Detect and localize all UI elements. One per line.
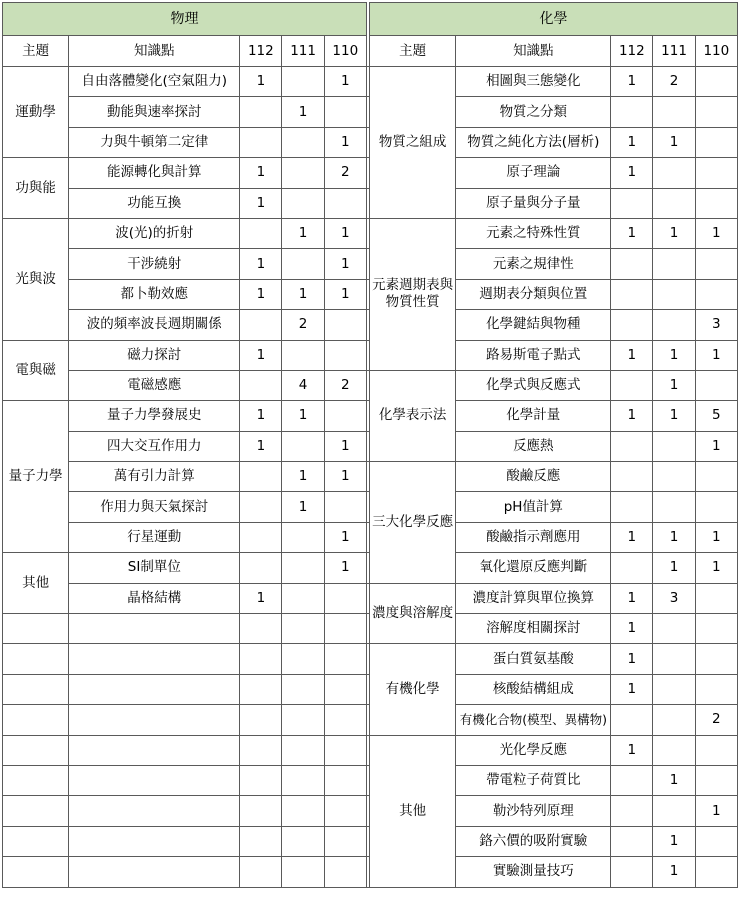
physics-count-110 (324, 492, 366, 522)
physics-knowledge-cell: 干涉繞射 (69, 249, 240, 279)
column-gap (366, 765, 369, 795)
physics-topic-cell-empty (3, 796, 69, 826)
physics-count-empty-112 (240, 857, 282, 887)
chemistry-count-112: 1 (611, 340, 653, 370)
chemistry-knowledge-cell: 元素之特殊性質 (456, 218, 611, 248)
chemistry-knowledge-cell: 溶解度相關探討 (456, 614, 611, 644)
chemistry-knowledge-cell: 氧化還原反應判斷 (456, 553, 611, 583)
chemistry-knowledge-cell: 化學計量 (456, 401, 611, 431)
chemistry-knowledge-cell: 光化學反應 (456, 735, 611, 765)
physics-count-empty-112 (240, 765, 282, 795)
physics-count-empty-111 (282, 765, 324, 795)
chemistry-knowledge-cell: 蛋白質氨基酸 (456, 644, 611, 674)
physics-count-empty-110 (324, 674, 366, 704)
chemistry-count-111 (653, 158, 695, 188)
chemistry-count-111 (653, 705, 695, 735)
chemistry-knowledge-cell: 相圖與三態變化 (456, 67, 611, 97)
chemistry-count-111: 1 (653, 522, 695, 552)
column-gap (366, 188, 369, 218)
chemistry-count-112 (611, 310, 653, 340)
physics-count-111: 1 (282, 97, 324, 127)
physics-count-empty-110 (324, 644, 366, 674)
column-gap (366, 614, 369, 644)
chemistry-count-110 (695, 249, 737, 279)
physics-count-111 (282, 583, 324, 613)
chemistry-topic-cell: 濃度與溶解度 (369, 583, 455, 644)
chemistry-count-111: 1 (653, 765, 695, 795)
physics-count-112 (240, 218, 282, 248)
physics-knowledge-cell: 力與牛頓第二定律 (69, 127, 240, 157)
chemistry-topic-cell: 有機化學 (369, 644, 455, 735)
table-row (3, 462, 738, 492)
column-gap (366, 310, 369, 340)
physics-knowledge-cell: 晶格結構 (69, 583, 240, 613)
chemistry-count-112 (611, 705, 653, 735)
chemistry-topic-header: 主題 (369, 36, 455, 67)
physics-count-112 (240, 462, 282, 492)
chemistry-count-111 (653, 310, 695, 340)
chemistry-count-112 (611, 97, 653, 127)
physics-knowledge-cell: SI制單位 (69, 553, 240, 583)
chemistry-count-112 (611, 796, 653, 826)
physics-count-empty-112 (240, 614, 282, 644)
table-body (3, 67, 738, 888)
physics-count-empty-111 (282, 705, 324, 735)
chemistry-knowledge-header: 知識點 (456, 36, 611, 67)
physics-count-empty-110 (324, 796, 366, 826)
chemistry-count-111: 1 (653, 553, 695, 583)
physics-count-empty-111 (282, 614, 324, 644)
physics-count-empty-111 (282, 674, 324, 704)
chemistry-count-111 (653, 431, 695, 461)
physics-knowledge-cell: 量子力學發展史 (69, 401, 240, 431)
table-row (3, 370, 738, 400)
physics-count-empty-112 (240, 735, 282, 765)
physics-count-111 (282, 431, 324, 461)
physics-count-111 (282, 522, 324, 552)
physics-knowledge-cell: 都卜勒效應 (69, 279, 240, 309)
physics-knowledge-cell: 自由落體變化(空氣阻力) (69, 67, 240, 97)
physics-topic-cell: 電與磁 (3, 340, 69, 401)
physics-count-110: 1 (324, 218, 366, 248)
column-gap (366, 279, 369, 309)
physics-topic-cell: 量子力學 (3, 401, 69, 553)
physics-count-111: 1 (282, 492, 324, 522)
chemistry-count-112: 1 (611, 644, 653, 674)
physics-knowledge-cell: 四大交互作用力 (69, 431, 240, 461)
chemistry-topic-cell: 三大化學反應 (369, 462, 455, 584)
chemistry-count-110 (695, 857, 737, 887)
chemistry-count-110 (695, 462, 737, 492)
physics-topic-cell-empty (3, 765, 69, 795)
table-row (3, 644, 738, 674)
chemistry-110-header: 110 (695, 36, 737, 67)
physics-count-111: 1 (282, 218, 324, 248)
chemistry-count-111 (653, 644, 695, 674)
physics-count-empty-110 (324, 765, 366, 795)
column-gap (366, 705, 369, 735)
physics-topic-cell-empty (3, 735, 69, 765)
column-gap (366, 127, 369, 157)
chemistry-111-header: 111 (653, 36, 695, 67)
physics-count-111 (282, 127, 324, 157)
chemistry-count-111 (653, 735, 695, 765)
physics-count-112: 1 (240, 249, 282, 279)
physics-knowledge-cell: 功能互換 (69, 188, 240, 218)
physics-count-empty-110 (324, 735, 366, 765)
chemistry-count-110: 1 (695, 553, 737, 583)
physics-count-empty-112 (240, 705, 282, 735)
chemistry-section-header: 化學 (369, 3, 737, 36)
chemistry-count-110: 5 (695, 401, 737, 431)
physics-count-112: 1 (240, 188, 282, 218)
chemistry-count-111 (653, 462, 695, 492)
physics-topic-cell-empty (3, 705, 69, 735)
chemistry-count-110 (695, 370, 737, 400)
table-row (3, 67, 738, 97)
chemistry-count-111: 1 (653, 127, 695, 157)
physics-count-112 (240, 310, 282, 340)
physics-topic-cell-empty (3, 674, 69, 704)
physics-knowledge-cell: 動能與速率探討 (69, 97, 240, 127)
chemistry-count-112: 1 (611, 674, 653, 704)
chemistry-count-110 (695, 644, 737, 674)
chemistry-knowledge-cell: 原子量與分子量 (456, 188, 611, 218)
table-row (3, 735, 738, 765)
physics-topic-header: 主題 (3, 36, 69, 67)
physics-count-110 (324, 188, 366, 218)
chemistry-count-110 (695, 188, 737, 218)
physics-count-empty-111 (282, 826, 324, 856)
physics-count-111: 4 (282, 370, 324, 400)
chemistry-count-111 (653, 796, 695, 826)
chemistry-count-110 (695, 614, 737, 644)
physics-count-110: 1 (324, 249, 366, 279)
column-gap (366, 522, 369, 552)
chemistry-count-110 (695, 97, 737, 127)
chemistry-count-111 (653, 249, 695, 279)
chemistry-knowledge-cell: 反應熱 (456, 431, 611, 461)
physics-count-112: 1 (240, 340, 282, 370)
physics-knowledge-cell: 波(光)的折射 (69, 218, 240, 248)
physics-count-110: 2 (324, 370, 366, 400)
physics-count-112: 1 (240, 158, 282, 188)
chemistry-count-112 (611, 188, 653, 218)
chemistry-count-111: 2 (653, 67, 695, 97)
chemistry-count-112: 1 (611, 67, 653, 97)
chemistry-count-110: 1 (695, 796, 737, 826)
physics-count-112 (240, 127, 282, 157)
physics-112-header: 112 (240, 36, 282, 67)
chemistry-knowledge-cell: 化學式與反應式 (456, 370, 611, 400)
chemistry-count-112 (611, 492, 653, 522)
physics-count-112 (240, 370, 282, 400)
physics-count-110: 1 (324, 67, 366, 97)
physics-count-empty-111 (282, 735, 324, 765)
physics-count-empty-110 (324, 857, 366, 887)
exam-topic-table (2, 2, 738, 888)
physics-knowledge-cell-empty (69, 644, 240, 674)
physics-knowledge-cell-empty (69, 674, 240, 704)
physics-count-111 (282, 340, 324, 370)
physics-count-112: 1 (240, 583, 282, 613)
physics-knowledge-cell-empty (69, 765, 240, 795)
chemistry-knowledge-cell: 物質之分類 (456, 97, 611, 127)
physics-count-110: 1 (324, 522, 366, 552)
physics-count-111 (282, 249, 324, 279)
chemistry-count-111 (653, 188, 695, 218)
physics-count-111: 2 (282, 310, 324, 340)
physics-count-110: 1 (324, 127, 366, 157)
column-gap (366, 340, 369, 370)
chemistry-count-110: 1 (695, 340, 737, 370)
chemistry-topic-cell: 其他 (369, 735, 455, 887)
physics-knowledge-cell-empty (69, 857, 240, 887)
chemistry-count-112 (611, 826, 653, 856)
chemistry-count-111: 1 (653, 826, 695, 856)
physics-count-111 (282, 67, 324, 97)
column-gap (366, 158, 369, 188)
chemistry-count-110 (695, 826, 737, 856)
chemistry-count-110: 2 (695, 705, 737, 735)
physics-knowledge-cell: 行星運動 (69, 522, 240, 552)
chemistry-count-112: 1 (611, 401, 653, 431)
chemistry-topic-cell: 化學表示法 (369, 370, 455, 461)
column-gap (366, 249, 369, 279)
chemistry-count-112 (611, 462, 653, 492)
physics-knowledge-cell-empty (69, 826, 240, 856)
physics-count-112 (240, 97, 282, 127)
physics-topic-cell-empty (3, 826, 69, 856)
physics-count-111 (282, 553, 324, 583)
physics-knowledge-cell: 磁力探討 (69, 340, 240, 370)
chemistry-knowledge-cell: 路易斯電子點式 (456, 340, 611, 370)
chemistry-count-112: 1 (611, 158, 653, 188)
column-gap (366, 401, 369, 431)
physics-count-112 (240, 492, 282, 522)
chemistry-count-111: 3 (653, 583, 695, 613)
physics-count-111: 1 (282, 462, 324, 492)
chemistry-knowledge-cell: 濃度計算與單位換算 (456, 583, 611, 613)
physics-topic-cell: 功與能 (3, 158, 69, 219)
physics-topic-cell: 光與波 (3, 218, 69, 340)
physics-count-110 (324, 310, 366, 340)
physics-knowledge-cell: 作用力與天氣探討 (69, 492, 240, 522)
chemistry-count-110: 3 (695, 310, 737, 340)
physics-count-112 (240, 553, 282, 583)
physics-111-header: 111 (282, 36, 324, 67)
column-gap (366, 796, 369, 826)
physics-count-empty-112 (240, 826, 282, 856)
chemistry-knowledge-cell: 物質之純化方法(層析) (456, 127, 611, 157)
chemistry-knowledge-cell: 酸鹼指示劑應用 (456, 522, 611, 552)
column-gap (366, 97, 369, 127)
chemistry-count-111 (653, 279, 695, 309)
chemistry-count-110 (695, 583, 737, 613)
column-gap (366, 826, 369, 856)
physics-section-header: 物理 (3, 3, 367, 36)
section-header-row (3, 3, 738, 36)
chemistry-knowledge-cell: 酸鹼反應 (456, 462, 611, 492)
chemistry-count-110: 1 (695, 522, 737, 552)
column-gap (366, 553, 369, 583)
physics-count-112: 1 (240, 67, 282, 97)
physics-count-110: 1 (324, 431, 366, 461)
chemistry-count-111 (653, 97, 695, 127)
physics-count-110: 1 (324, 553, 366, 583)
physics-knowledge-cell-empty (69, 705, 240, 735)
chemistry-112-header: 112 (611, 36, 653, 67)
physics-count-112: 1 (240, 401, 282, 431)
chemistry-count-110: 1 (695, 218, 737, 248)
physics-110-header: 110 (324, 36, 366, 67)
physics-knowledge-cell-empty (69, 735, 240, 765)
chemistry-count-112: 1 (611, 735, 653, 765)
physics-knowledge-header: 知識點 (69, 36, 240, 67)
chemistry-count-110 (695, 492, 737, 522)
chemistry-count-111: 1 (653, 401, 695, 431)
chemistry-count-110: 1 (695, 431, 737, 461)
chemistry-knowledge-cell: 化學鍵結與物種 (456, 310, 611, 340)
physics-count-110: 2 (324, 158, 366, 188)
physics-topic-cell-empty (3, 644, 69, 674)
physics-count-110 (324, 583, 366, 613)
chemistry-count-112: 1 (611, 218, 653, 248)
physics-count-111 (282, 158, 324, 188)
chemistry-count-112 (611, 765, 653, 795)
physics-topic-cell-empty (3, 614, 69, 644)
chemistry-knowledge-cell: 元素之規律性 (456, 249, 611, 279)
table-row (3, 218, 738, 248)
physics-count-112 (240, 522, 282, 552)
chemistry-count-110 (695, 674, 737, 704)
chemistry-topic-cell: 元素週期表與物質性質 (369, 218, 455, 370)
chemistry-knowledge-cell: pH值計算 (456, 492, 611, 522)
chemistry-topic-cell: 物質之組成 (369, 67, 455, 219)
physics-knowledge-cell: 能源轉化與計算 (69, 158, 240, 188)
physics-count-110: 1 (324, 279, 366, 309)
chemistry-count-111 (653, 492, 695, 522)
physics-count-empty-110 (324, 705, 366, 735)
chemistry-count-111 (653, 614, 695, 644)
column-gap (366, 492, 369, 522)
physics-count-empty-111 (282, 644, 324, 674)
physics-count-empty-110 (324, 826, 366, 856)
physics-count-empty-111 (282, 796, 324, 826)
chemistry-count-112: 1 (611, 583, 653, 613)
physics-count-110 (324, 97, 366, 127)
chemistry-count-111: 1 (653, 857, 695, 887)
chemistry-count-112: 1 (611, 522, 653, 552)
chemistry-knowledge-cell: 實驗測量技巧 (456, 857, 611, 887)
chemistry-count-112: 1 (611, 127, 653, 157)
chemistry-count-110 (695, 765, 737, 795)
physics-count-empty-111 (282, 857, 324, 887)
column-header-row (3, 36, 738, 67)
chemistry-knowledge-cell: 核酸結構組成 (456, 674, 611, 704)
chemistry-count-111: 1 (653, 340, 695, 370)
physics-knowledge-cell: 電磁感應 (69, 370, 240, 400)
chemistry-count-111: 1 (653, 370, 695, 400)
chemistry-count-112 (611, 279, 653, 309)
physics-count-empty-112 (240, 644, 282, 674)
chemistry-count-112 (611, 370, 653, 400)
chemistry-knowledge-cell: 有機化合物(模型、異構物) (456, 705, 611, 735)
chemistry-count-110 (695, 67, 737, 97)
physics-count-111: 1 (282, 401, 324, 431)
physics-count-111: 1 (282, 279, 324, 309)
chemistry-knowledge-cell: 鉻六價的吸附實驗 (456, 826, 611, 856)
chemistry-knowledge-cell: 勒沙特列原理 (456, 796, 611, 826)
physics-count-110 (324, 401, 366, 431)
physics-knowledge-cell: 波的頻率波長週期關係 (69, 310, 240, 340)
chemistry-count-111: 1 (653, 218, 695, 248)
physics-knowledge-cell-empty (69, 614, 240, 644)
physics-count-112: 1 (240, 279, 282, 309)
chemistry-count-112 (611, 431, 653, 461)
physics-topic-cell: 其他 (3, 553, 69, 614)
physics-count-110: 1 (324, 462, 366, 492)
chemistry-count-112: 1 (611, 614, 653, 644)
table-row (3, 583, 738, 613)
column-gap (366, 857, 369, 887)
physics-count-111 (282, 188, 324, 218)
physics-count-110 (324, 340, 366, 370)
physics-knowledge-cell-empty (69, 796, 240, 826)
physics-count-empty-112 (240, 796, 282, 826)
chemistry-knowledge-cell: 週期表分類與位置 (456, 279, 611, 309)
chemistry-count-112 (611, 857, 653, 887)
chemistry-count-110 (695, 158, 737, 188)
physics-knowledge-cell: 萬有引力計算 (69, 462, 240, 492)
physics-count-112: 1 (240, 431, 282, 461)
chemistry-count-111 (653, 674, 695, 704)
physics-count-empty-112 (240, 674, 282, 704)
chemistry-count-110 (695, 735, 737, 765)
column-gap (366, 674, 369, 704)
chemistry-count-112 (611, 249, 653, 279)
physics-topic-cell: 運動學 (3, 67, 69, 158)
column-gap (366, 431, 369, 461)
chemistry-knowledge-cell: 帶電粒子荷質比 (456, 765, 611, 795)
chemistry-count-110 (695, 127, 737, 157)
physics-count-empty-110 (324, 614, 366, 644)
chemistry-knowledge-cell: 原子理論 (456, 158, 611, 188)
physics-topic-cell-empty (3, 857, 69, 887)
chemistry-count-112 (611, 553, 653, 583)
chemistry-count-110 (695, 279, 737, 309)
